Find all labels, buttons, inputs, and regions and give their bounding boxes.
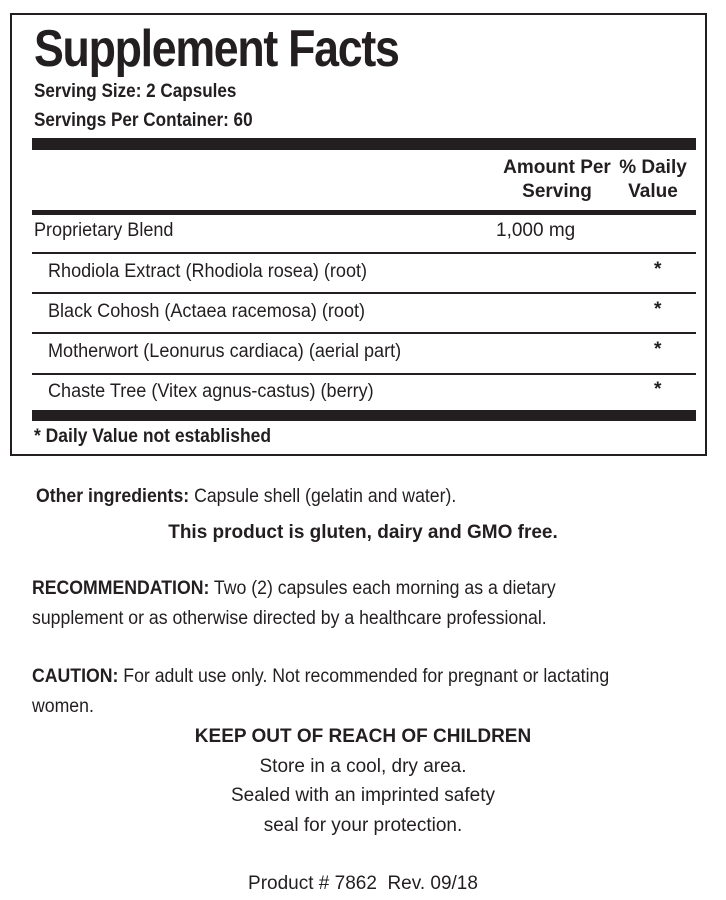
serving-size: Serving Size: 2 Capsules — [34, 81, 237, 102]
servings-per-container: Servings Per Container: 60 — [34, 110, 253, 131]
other-ingredients-label: Other ingredients: — [36, 486, 190, 507]
free-statement: This product is gluten, dairy and GMO free. — [168, 522, 558, 543]
daily-value-asterisk: * — [654, 379, 662, 400]
keep-out-warning: KEEP OUT OF REACH OF CHILDREN — [194, 726, 532, 747]
ingredient-name: Black Cohosh (Actaea racemosa) (root) — [48, 301, 366, 322]
ingredient-name: Rhodiola Extract (Rhodiola rosea) (root) — [48, 261, 368, 282]
dv-header-line2: Value — [628, 181, 678, 202]
caution-line1: For adult use only. Not recommended for pregnant or lactating — [118, 666, 610, 687]
daily-value-header — [612, 156, 694, 204]
caution — [32, 662, 609, 722]
ingredient-name: Proprietary Blend — [34, 220, 174, 241]
recommendation-line1: Two (2) capsules each morning as a dietary — [209, 578, 556, 599]
other-ingredients — [36, 482, 456, 512]
daily-value-asterisk: * — [654, 259, 662, 280]
supplement-facts-panel — [10, 13, 707, 456]
amount-per-serving-header — [498, 156, 616, 204]
row-divider — [32, 292, 696, 294]
daily-value-footnote: * Daily Value not established — [34, 426, 272, 447]
storage-instruction: Store in a cool, dry area. — [259, 756, 467, 777]
recommendation — [32, 574, 556, 634]
recommendation-label: RECOMMENDATION: — [32, 578, 210, 599]
product-number: Product # 7862 Rev. 09/18 — [248, 873, 478, 894]
ingredient-name: Motherwort (Leonurus cardiaca) (aerial part) — [48, 341, 402, 362]
caution-label: CAUTION: — [32, 666, 119, 687]
dv-header-line1: % Daily — [619, 157, 687, 178]
ingredient-amount: 1,000 mg — [496, 220, 576, 241]
caution-line2: women. — [32, 696, 94, 717]
other-ingredients-text: Capsule shell (gelatin and water). — [189, 486, 457, 507]
daily-value-asterisk: * — [654, 339, 662, 360]
daily-value-asterisk: * — [654, 299, 662, 320]
seal-line-1: Sealed with an imprinted safety — [230, 785, 496, 806]
seal-line-2: seal for your protection. — [263, 815, 463, 836]
ingredient-name: Chaste Tree (Vitex agnus-castus) (berry) — [48, 381, 374, 402]
row-divider — [32, 373, 696, 375]
amount-header-line1: Amount Per — [503, 157, 611, 178]
thick-divider-top — [32, 138, 696, 150]
recommendation-line2: supplement or as otherwise directed by a healthcare professional. — [32, 608, 547, 629]
amount-header-line2: Serving — [522, 181, 592, 202]
medium-divider — [32, 210, 696, 215]
row-divider — [32, 252, 696, 254]
row-divider — [32, 332, 696, 334]
facts-title: Supplement Facts — [34, 20, 399, 78]
thick-divider-bottom — [32, 410, 696, 421]
